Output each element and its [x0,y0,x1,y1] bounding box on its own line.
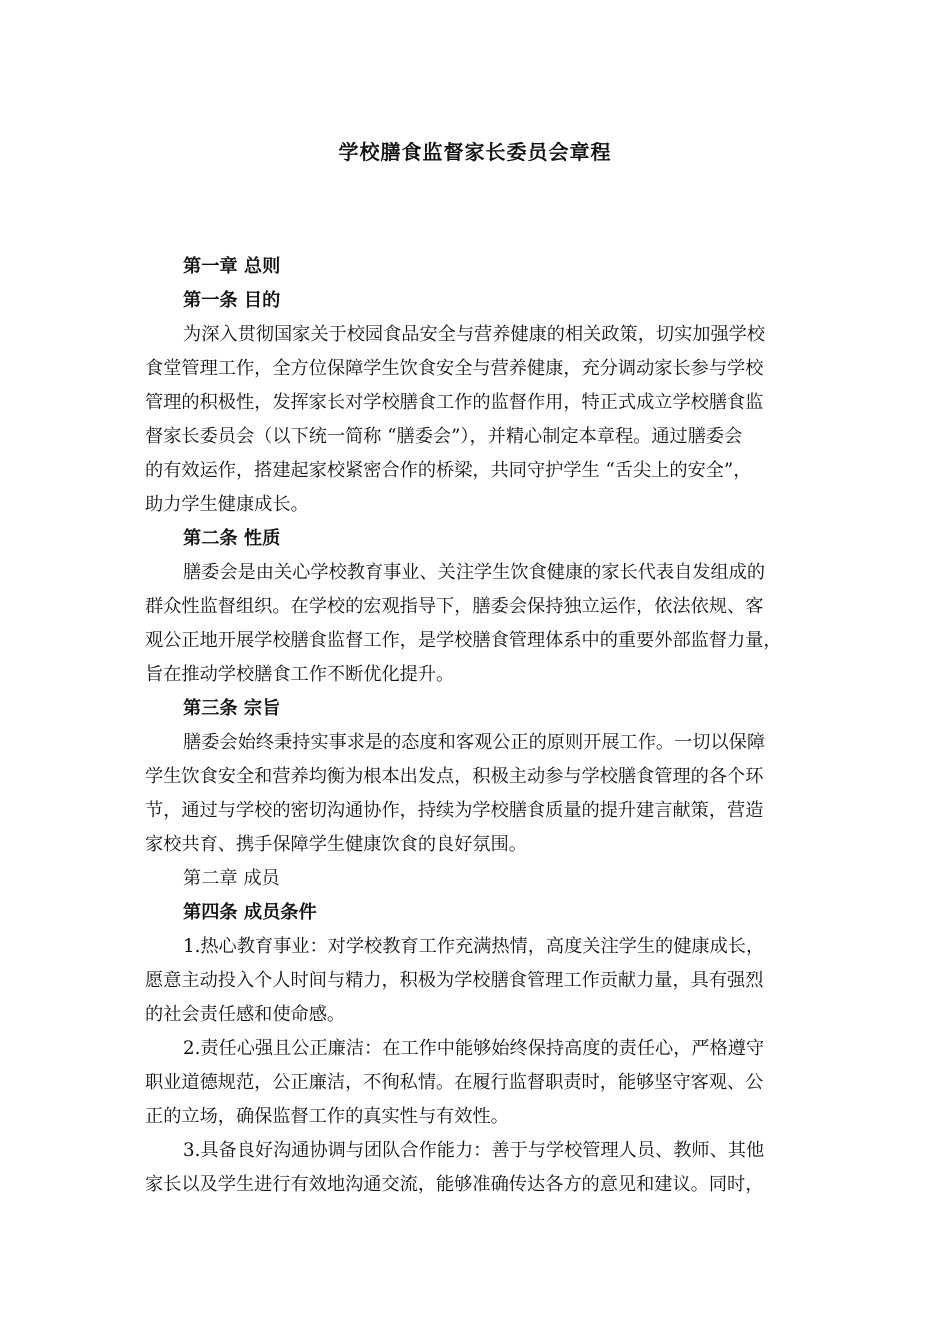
paragraph-line: 第二章 成员 [183,868,280,889]
paragraph-line: 的社会责任感和使命感。 [145,1004,346,1025]
paragraph-line: 督家长委员会（以下统一简称 “膳委会”），并精心制定本章程。通过膳委会 [145,426,743,447]
paragraph-line: 观公正地开展学校膳食监督工作，是学校膳食管理体系中的重要外部监督力量， [145,630,782,651]
paragraph-line: 愿意主动投入个人时间与精力，积极为学校膳食管理工作贡献力量，具有强烈 [145,970,764,991]
paragraph-line: 助力学生健康成长。 [145,494,309,515]
paragraph-line: 旨在推动学校膳食工作不断优化提升。 [145,664,455,685]
section-heading: 第三条 宗旨 [183,698,281,719]
paragraph-line: 家校共育、携手保障学生健康饮食的良好氛围。 [145,834,527,855]
paragraph-line: 管理的积极性，发挥家长对学校膳食工作的监督作用，特正式成立学校膳食监 [145,392,764,413]
paragraph-line: 3.具备良好沟通协调与团队合作能力：善于与学校管理人员、教师、其他 [183,1140,765,1161]
paragraph-line: 职业道德规范，公正廉洁，不徇私情。在履行监督职责时，能够坚守客观、公 [145,1072,764,1093]
section-heading: 第一条 目的 [183,290,281,311]
paragraph-line: 的有效运作，搭建起家校紧密合作的桥梁，共同守护学生 “舌尖上的安全”， [145,460,752,481]
paragraph-line: 2.责任心强且公正廉洁：在工作中能够始终保持高度的责任心，严格遵守 [183,1038,765,1059]
paragraph-line: 1.热心教育事业：对学校教育工作充满热情，高度关注学生的健康成长， [183,936,765,957]
document-title: 学校膳食监督家长委员会章程 [338,140,612,164]
section-heading: 第四条 成员条件 [183,902,317,923]
paragraph-line: 膳委会始终秉持实事求是的态度和客观公正的原则开展工作。一切以保障 [183,732,766,753]
paragraph-line: 学生饮食安全和营养均衡为根本出发点，积极主动参与学校膳食管理的各个环 [145,766,764,787]
paragraph-line: 家长以及学生进行有效地沟通交流，能够准确传达各方的意见和建议。同时， [145,1174,764,1195]
document-body [145,250,825,1202]
section-heading: 第二条 性质 [183,528,281,549]
paragraph-line: 为深入贯彻国家关于校园食品安全与营养健康的相关政策，切实加强学校 [183,324,766,345]
paragraph-line: 群众性监督组织。在学校的宏观指导下，膳委会保持独立运作，依法依规、客 [145,596,764,617]
section-heading: 第一章 总则 [183,256,281,277]
paragraph-line: 正的立场，确保监督工作的真实性与有效性。 [145,1106,509,1127]
paragraph-line: 节，通过与学校的密切沟通协作，持续为学校膳食质量的提升建言献策，营造 [145,800,764,821]
paragraph-line: 膳委会是由关心学校教育事业、关注学生饮食健康的家长代表自发组成的 [183,562,766,583]
paragraph-line: 食堂管理工作，全方位保障学生饮食安全与营养健康，充分调动家长参与学校 [145,358,764,379]
